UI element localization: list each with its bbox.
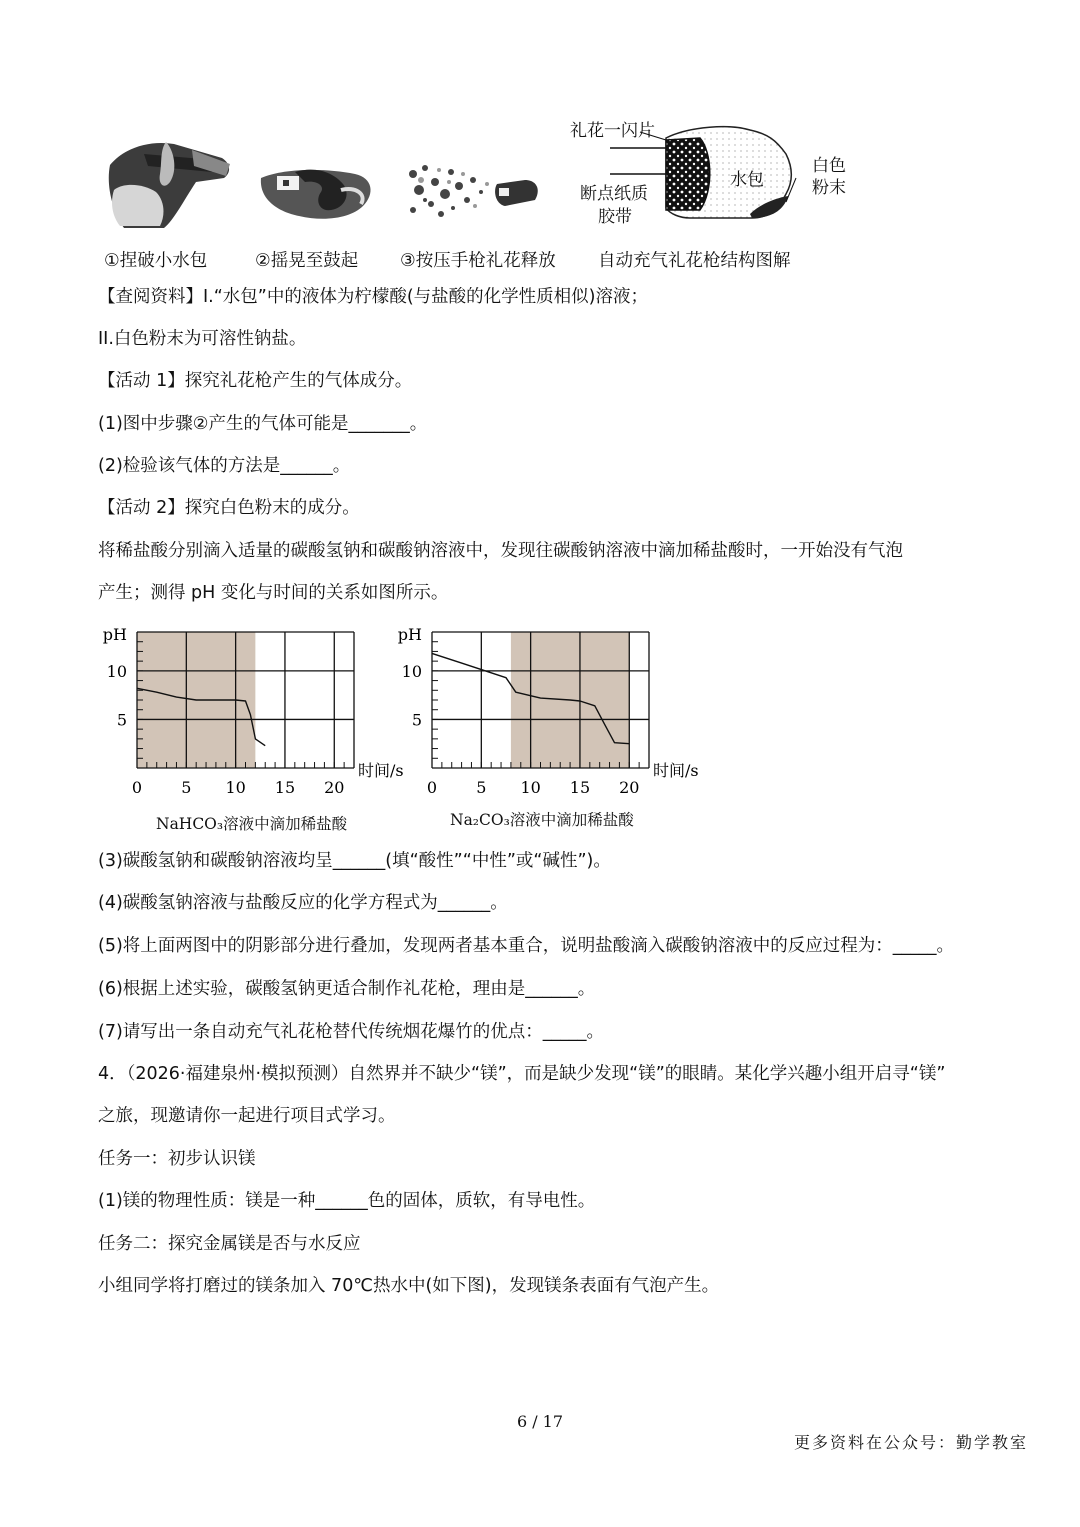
y-tick-label: 10 xyxy=(106,661,127,681)
caption-step3: ③按压手枪礼花释放 xyxy=(400,251,556,271)
x-tick-label: 20 xyxy=(619,778,640,797)
chart-nahco3 xyxy=(90,618,420,808)
step1-image xyxy=(104,130,236,230)
question-6: (6)根据上述实验，碳酸氢钠更适合制作礼花枪，理由是______。 xyxy=(98,979,596,999)
text-line: 【活动 1】探究礼花枪产生的气体成分。 xyxy=(98,371,413,391)
task-1-heading: 任务一：初步认识镁 xyxy=(98,1149,256,1169)
chart-caption-na2co3: Na₂CO₃溶液中滴加稀盐酸 xyxy=(450,811,634,829)
x-axis-label: 时间/s xyxy=(653,761,699,780)
y-tick-label: 5 xyxy=(411,710,422,730)
text-line: 产生；测得 pH 变化与时间的关系如图所示。 xyxy=(98,583,449,603)
label-flash: 礼花一闪片 xyxy=(570,121,655,141)
y-axis-label: pH xyxy=(102,625,127,644)
y-tick-label: 10 xyxy=(401,661,422,681)
chart-caption-nahco3: NaHCO₃溶液中滴加稀盐酸 xyxy=(156,815,348,833)
step2-image xyxy=(255,160,377,224)
x-tick-label: 10 xyxy=(520,778,541,797)
text-line: 【查阅资料】I.“水包”中的液体为柠檬酸(与盐酸的化学性质相似)溶液； xyxy=(98,287,649,307)
x-tick-label: 0 xyxy=(426,778,438,797)
step3-image xyxy=(405,160,541,222)
label-tape-1: 断点纸质 xyxy=(580,184,648,204)
page-number: 6 / 17 xyxy=(516,1412,564,1431)
task-2-heading: 任务二：探究金属镁是否与水反应 xyxy=(98,1234,361,1254)
footer-note: 更多资料在公众号：勤学教室 xyxy=(793,1433,1028,1452)
caption-structure: 自动充气礼花枪结构图解 xyxy=(598,251,791,271)
x-tick-label: 5 xyxy=(181,778,192,797)
label-water-bag: 水包 xyxy=(730,170,764,190)
label-tape-2: 胶带 xyxy=(598,207,632,227)
caption-step2: ②摇晃至鼓起 xyxy=(255,251,359,271)
x-tick-label: 15 xyxy=(274,778,296,797)
caption-step1: ①捏破小水包 xyxy=(104,251,208,271)
question-7: (7)请写出一条自动充气礼花枪替代传统烟花爆竹的优点：_____。 xyxy=(98,1022,605,1042)
task-2-text: 小组同学将打磨过的镁条加入 70℃热水中(如下图)，发现镁条表面有气泡产生。 xyxy=(98,1276,720,1296)
task-1-question: (1)镁的物理性质：镁是一种______色的固体，质软，有导电性。 xyxy=(98,1191,596,1211)
label-powder-2: 粉末 xyxy=(812,178,846,198)
text-line: 【活动 2】探究白色粉末的成分。 xyxy=(98,498,360,518)
x-tick-label: 15 xyxy=(569,778,591,797)
text-line: II.白色粉末为可溶性钠盐。 xyxy=(98,329,307,349)
x-tick-label: 0 xyxy=(131,778,143,797)
y-axis-label: pH xyxy=(397,625,422,644)
question-4: (4)碳酸氢钠溶液与盐酸反应的化学方程式为______。 xyxy=(98,893,508,913)
problem-4-intro: 4．（2026·福建泉州·模拟预测）自然界并不缺少“镁”，而是缺少发现“镁”的眼睛。某化学兴趣小组开启寻“镁” xyxy=(98,1064,946,1084)
x-tick-label: 20 xyxy=(324,778,345,797)
question-5: (5)将上面两图中的阴影部分进行叠加，发现两者基本重合，说明盐酸滴入碳酸钠溶液中的反应过程为：_____。 xyxy=(98,936,955,956)
problem-4-intro-cont: 之旅，现邀请你一起进行项目式学习。 xyxy=(98,1106,396,1126)
question-3: (3)碳酸氢钠和碳酸钠溶液均呈______(填“酸性”“中性”或“碱性”)。 xyxy=(98,851,611,871)
question-1: (1)图中步骤②产生的气体可能是_______。 xyxy=(98,414,428,434)
y-tick-label: 5 xyxy=(116,710,127,730)
chart-na2co3 xyxy=(385,618,715,808)
text-line: 将稀盐酸分别滴入适量的碳酸氢钠和碳酸钠溶液中，发现往碳酸钠溶液中滴加稀盐酸时，一开始没有气泡 xyxy=(98,541,903,561)
x-axis-label: 时间/s xyxy=(358,761,404,780)
question-2: (2)检验该气体的方法是______。 xyxy=(98,456,351,476)
x-tick-label: 5 xyxy=(476,778,487,797)
x-tick-label: 10 xyxy=(225,778,246,797)
label-powder-1: 白色 xyxy=(812,156,846,176)
